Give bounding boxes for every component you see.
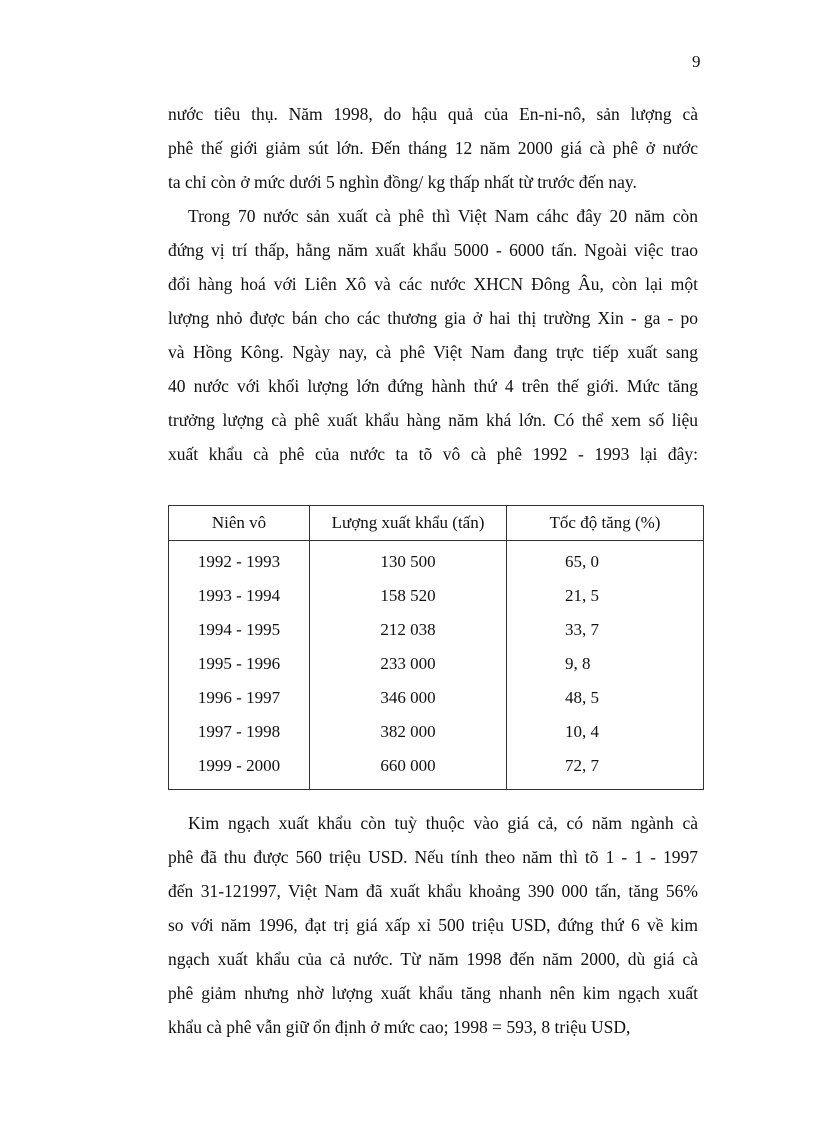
text-line: xuất khẩu cà phê của nước ta tõ vô cà phê 1992 - 1993 lại đây: <box>168 444 698 464</box>
cell-growth-rate: 48, 5 <box>507 681 704 715</box>
text-line: 40 nước với khối lượng lớn đứng hành thứ 4 trên thế giới. Mức tăng <box>168 376 698 396</box>
text-line: so với năm 1996, đạt trị giá xấp xỉ 500 triệu USD, đứng thứ 6 về kim <box>168 915 698 935</box>
header-export-volume: Lượng xuất khẩu (tấn) <box>310 506 507 541</box>
paragraph-1 <box>168 97 698 199</box>
cell-growth-rate: 65, 0 <box>507 541 704 580</box>
table-row <box>169 715 704 749</box>
text-line: Trong 70 nước sản xuất cà phê thì Việt Nam cáhc đây 20 năm còn <box>188 206 698 226</box>
text-line: đến 31-121997, Việt Nam đã xuất khẩu khoảng 390 000 tấn, tăng 56% <box>168 881 698 901</box>
cell-crop-year: 1992 - 1993 <box>169 541 310 580</box>
text-line: khẩu cà phê vẫn giữ ổn định ở mức cao; 1998 = 593, 8 triệu USD, <box>168 1017 631 1037</box>
table-row <box>169 541 704 580</box>
cell-export-volume: 233 000 <box>310 647 507 681</box>
cell-export-volume: 158 520 <box>310 579 507 613</box>
cell-crop-year: 1993 - 1994 <box>169 579 310 613</box>
text-line: trưởng lượng cà phê xuất khẩu hàng năm khá lớn. Có thể xem số liệu <box>168 410 698 430</box>
cell-export-volume: 660 000 <box>310 749 507 790</box>
cell-crop-year: 1996 - 1997 <box>169 681 310 715</box>
header-crop-year: Niên vô <box>169 506 310 541</box>
text-line: ta chỉ còn ở mức dưới 5 nghìn đồng/ kg thấp nhất từ trước đến nay. <box>168 172 637 192</box>
cell-growth-rate: 72, 7 <box>507 749 704 790</box>
text-line: phê giảm nhưng nhờ lượng xuất khẩu tăng nhanh nên kim ngạch xuất <box>168 983 698 1003</box>
text-line: phê thế giới giảm sút lớn. Đến tháng 12 năm 2000 giá cà phê ở nước <box>168 138 698 158</box>
cell-crop-year: 1994 - 1995 <box>169 613 310 647</box>
text-line: và Hồng Kông. Ngày nay, cà phê Việt Nam đang trực tiếp xuất sang <box>168 342 698 362</box>
cell-crop-year: 1995 - 1996 <box>169 647 310 681</box>
table-row <box>169 647 704 681</box>
text-line: ngạch xuất khẩu của cả nước. Từ năm 1998 đến năm 2000, dù giá cà <box>168 949 698 969</box>
cell-crop-year: 1999 - 2000 <box>169 749 310 790</box>
table-row <box>169 579 704 613</box>
text-line: đứng vị trí thấp, hằng năm xuất khẩu 5000 - 6000 tấn. Ngoài việc trao <box>168 240 698 260</box>
cell-export-volume: 346 000 <box>310 681 507 715</box>
cell-export-volume: 382 000 <box>310 715 507 749</box>
text-line: đổi hàng hoá với Liên Xô và các nước XHCN Đông Âu, còn lại một <box>168 274 698 294</box>
paragraph-2 <box>168 199 698 471</box>
table-row <box>169 681 704 715</box>
cell-crop-year: 1997 - 1998 <box>169 715 310 749</box>
page-number: 9 <box>692 52 701 71</box>
paragraph-3 <box>168 806 698 1044</box>
text-line: nước tiêu thụ. Năm 1998, do hậu quả của En-ni-nô, sản lượng cà <box>168 104 698 124</box>
table-row <box>169 749 704 790</box>
text-line: lượng nhỏ được bán cho các thương gia ở hai thị trường Xin - ga - po <box>168 308 698 328</box>
cell-growth-rate: 21, 5 <box>507 579 704 613</box>
table-header-row <box>169 506 704 541</box>
cell-growth-rate: 33, 7 <box>507 613 704 647</box>
text-line: Kim ngạch xuất khẩu còn tuỳ thuộc vào giá cả, có năm ngành cà <box>188 813 698 833</box>
text-line: phê đã thu được 560 triệu USD. Nếu tính theo năm thì tõ 1 - 1 - 1997 <box>168 847 698 867</box>
table-row <box>169 613 704 647</box>
cell-growth-rate: 9, 8 <box>507 647 704 681</box>
cell-export-volume: 130 500 <box>310 541 507 580</box>
cell-export-volume: 212 038 <box>310 613 507 647</box>
cell-growth-rate: 10, 4 <box>507 715 704 749</box>
header-growth-rate: Tốc độ tăng (%) <box>507 506 704 541</box>
coffee-export-table <box>168 505 704 790</box>
